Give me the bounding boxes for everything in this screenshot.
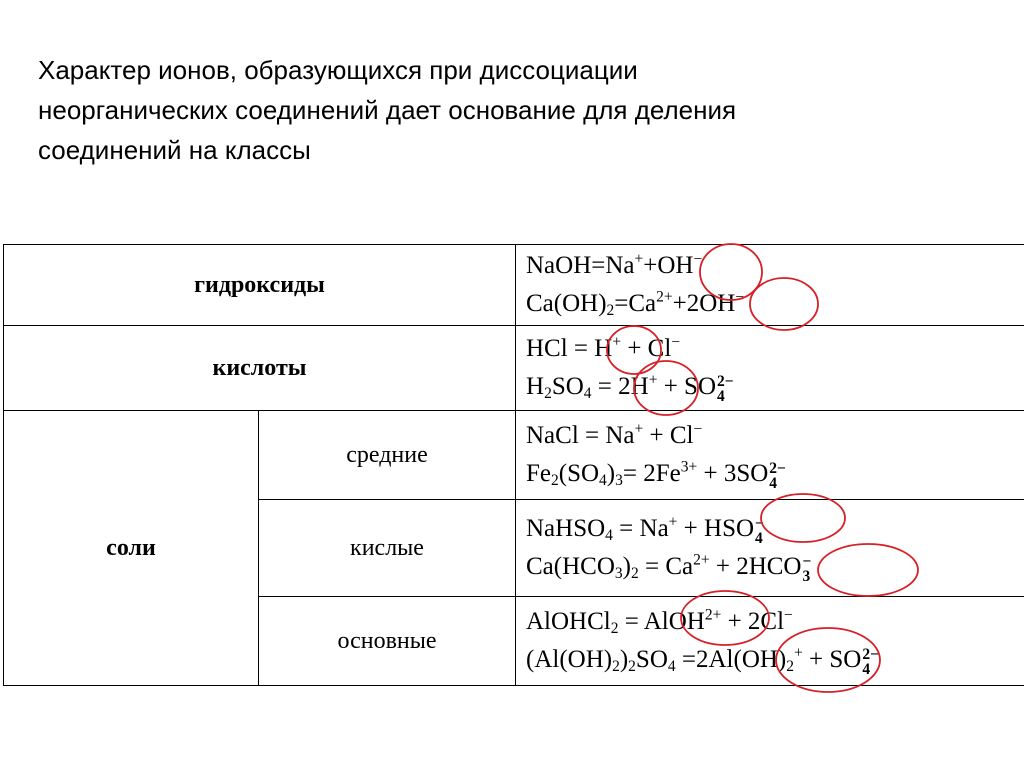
subclass-basic: основные bbox=[259, 597, 516, 686]
heading-line-2: неорганических соединений дает основание для деления bbox=[38, 95, 737, 125]
equation: AlOHCl$_2$ = AlOH$^{2+}$ + 2Cl− bbox=[526, 606, 793, 637]
table-row bbox=[4, 326, 1024, 411]
equation: $Fe_2(SO_4)_3= 2Fe^{3+} + 3SO$ 2− 4 bbox=[526, 458, 786, 492]
subclass-medium: средние bbox=[259, 411, 516, 500]
table-row bbox=[4, 411, 1024, 500]
equations-medium bbox=[516, 411, 1024, 500]
equation: $(Al(OH)_2)_2SO_4 =2Al(OH)_2^+$ + SO 2− 4 bbox=[526, 644, 879, 678]
heading-line-3: соединений на классы bbox=[38, 135, 311, 165]
equation: HCl = H+ + Cl− bbox=[526, 333, 681, 362]
class-hydroxides: гидроксиды bbox=[4, 245, 516, 326]
equations-acids bbox=[516, 326, 1024, 411]
equations-acidic bbox=[516, 500, 1024, 597]
equation: $H_2SO_4 = 2H^+$ + SO 2− 4 bbox=[526, 371, 734, 405]
slide-heading bbox=[38, 50, 998, 170]
heading-line-1: Характер ионов, образующихся при диссоциации bbox=[38, 55, 638, 85]
table-row bbox=[4, 245, 1024, 326]
equation: NaOH=Na++OH− bbox=[526, 250, 703, 279]
equation: $Ca(OH)_2=Ca^{2+}+2OH^-$ bbox=[526, 288, 745, 319]
dissociation-table bbox=[3, 244, 1024, 686]
equation: $Ca(HCO_3)_2 = Ca^{2+} + 2HCO$ − 3 bbox=[526, 551, 812, 585]
equations-basic bbox=[516, 597, 1024, 686]
equation: NaHSO$_4$ = Na+ + HSO − 4 bbox=[526, 513, 764, 547]
class-salts: соли bbox=[4, 411, 259, 686]
subclass-acidic: кислые bbox=[259, 500, 516, 597]
equation: NaCl = Na+ + Cl− bbox=[526, 420, 703, 449]
equations-hydroxides bbox=[516, 245, 1024, 326]
class-acids: кислоты bbox=[4, 326, 516, 411]
